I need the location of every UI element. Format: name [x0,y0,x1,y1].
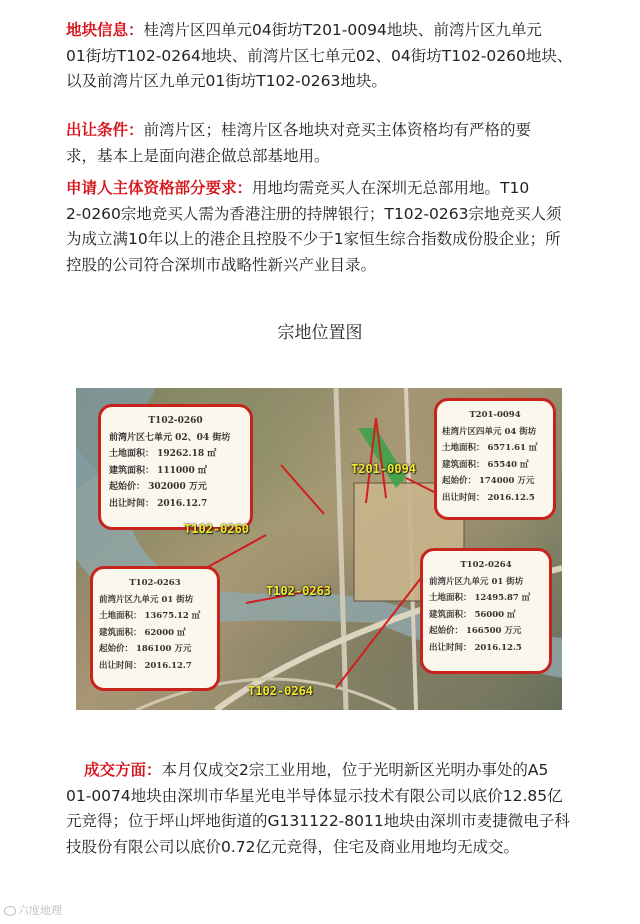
plot-transfer-date: 出让时间： 2016.12.5 [429,642,522,653]
transfer-conditions-label: 出让条件： [66,121,144,139]
plot-location: 前湾片区七单元 02、04 街坊 [109,432,231,443]
plot-location: 前湾片区九单元 01 街坊 [99,594,194,605]
plot-starting-price: 起始价： 186100 万元 [99,644,192,654]
watermark [4,902,62,918]
transfer-conditions-line-2: 求，基本上是面向港企做总部基地用。 [66,146,330,165]
plot-marker-t201-0094: T201-0094 [351,462,417,476]
plot-transfer-date: 出让时间： 2016.12.7 [99,660,192,671]
land-info-line-1: 桂湾片区四单元04街坊T201-0094地块、前湾片区九单元 [143,21,542,39]
plot-land-area: 土地面积： 13675.12 ㎡ [99,611,201,621]
land-info-line-3: 以及前湾片区九单元01街坊T102-0263地块。 [66,72,387,90]
map-caption: 宗地位置图 [277,323,363,343]
plot-land-area: 土地面积： 19262.18 ㎡ [109,449,217,459]
plot-transfer-date: 出让时间： 2016.12.7 [109,498,208,509]
plot-location: 桂湾片区四单元 04 街坊 [442,426,537,437]
transfer-conditions-line-1: 前湾片区；桂湾片区各地块对竞买主体资格均有严格的要 [143,121,532,139]
plot-land-area: 土地面积： 12495.87 ㎡ [429,593,531,603]
transactions-line-3: 元竞得；位于坪山坪地街道的G131122-8011地块由深圳市麦捷微电子科 [66,812,570,830]
transactions-paragraph [66,758,586,860]
watermark-text: 六度地理 [18,904,62,917]
plot-code: T102-0260 [148,416,203,426]
plot-info-box-t102-0263 [90,566,220,691]
plot-building-area: 建筑面积： 111000 ㎡ [109,465,207,476]
plot-land-area: 土地面积： 6571.61 ㎡ [442,443,538,453]
plot-building-area: 建筑面积： 56000 ㎡ [429,609,516,620]
transactions-line-2: 01-0074地块由深圳市华星光电半导体显示技术有限公司以底价12.85亿 [66,786,563,805]
plot-info-box-t102-0264 [420,548,552,674]
applicant-requirements-paragraph [66,176,586,278]
site-location-map [76,388,562,710]
applicant-requirements-line-2: 2-0260宗地竞买人需为香港注册的持牌银行；T102-0263宗地竞买人须 [66,204,562,223]
plot-starting-price: 起始价： 302000 万元 [109,482,207,492]
plot-code: T102-0264 [460,560,512,570]
land-info-line-2: 01街坊T102-0264地块、前湾片区七单元02、04街坊T102-0260地块、 [66,46,573,65]
plot-building-area: 建筑面积： 65540 ㎡ [442,459,529,470]
plot-marker-t102-0260: T102-0260 [184,522,250,536]
transfer-conditions-paragraph [66,118,586,169]
plot-code: T201-0094 [469,410,521,420]
plot-transfer-date: 出让时间： 2016.12.5 [442,492,535,503]
land-info-label: 地块信息： [66,21,144,39]
applicant-requirements-line-3: 为成立满10年以上的港企且控股不少于1家恒生综合指数成份股企业；所 [66,230,561,248]
plot-info-box-t102-0260 [98,404,253,530]
applicant-requirements-label: 申请人主体资格部分要求： [66,179,253,197]
plot-code: T102-0263 [129,578,181,588]
transactions-line-4: 技股份有限公司以底价0.72亿元竞得，住宅及商业用地均无成交。 [66,837,520,856]
transactions-label: 成交方面： [84,761,162,779]
land-info-paragraph [66,18,586,95]
weibo-icon [4,906,16,916]
plot-starting-price: 起始价： 174000 万元 [442,476,535,486]
plot-building-area: 建筑面积： 62000 ㎡ [99,627,186,638]
transactions-line-1: 本月仅成交2宗工业用地，位于光明新区光明办事处的A5 [161,761,549,779]
plot-marker-t102-0263: T102-0263 [266,584,332,598]
applicant-requirements-line-1: 用地均需竞买人在深圳无总部用地。T10 [252,179,530,197]
plot-starting-price: 起始价： 166500 万元 [429,626,522,636]
plot-info-box-t201-0094 [434,398,556,520]
plot-location: 前湾片区九单元 01 街坊 [429,576,524,587]
plot-marker-t102-0264: T102-0264 [248,684,314,698]
applicant-requirements-line-4: 控股的公司符合深圳市战略性新兴产业目录。 [66,255,377,274]
